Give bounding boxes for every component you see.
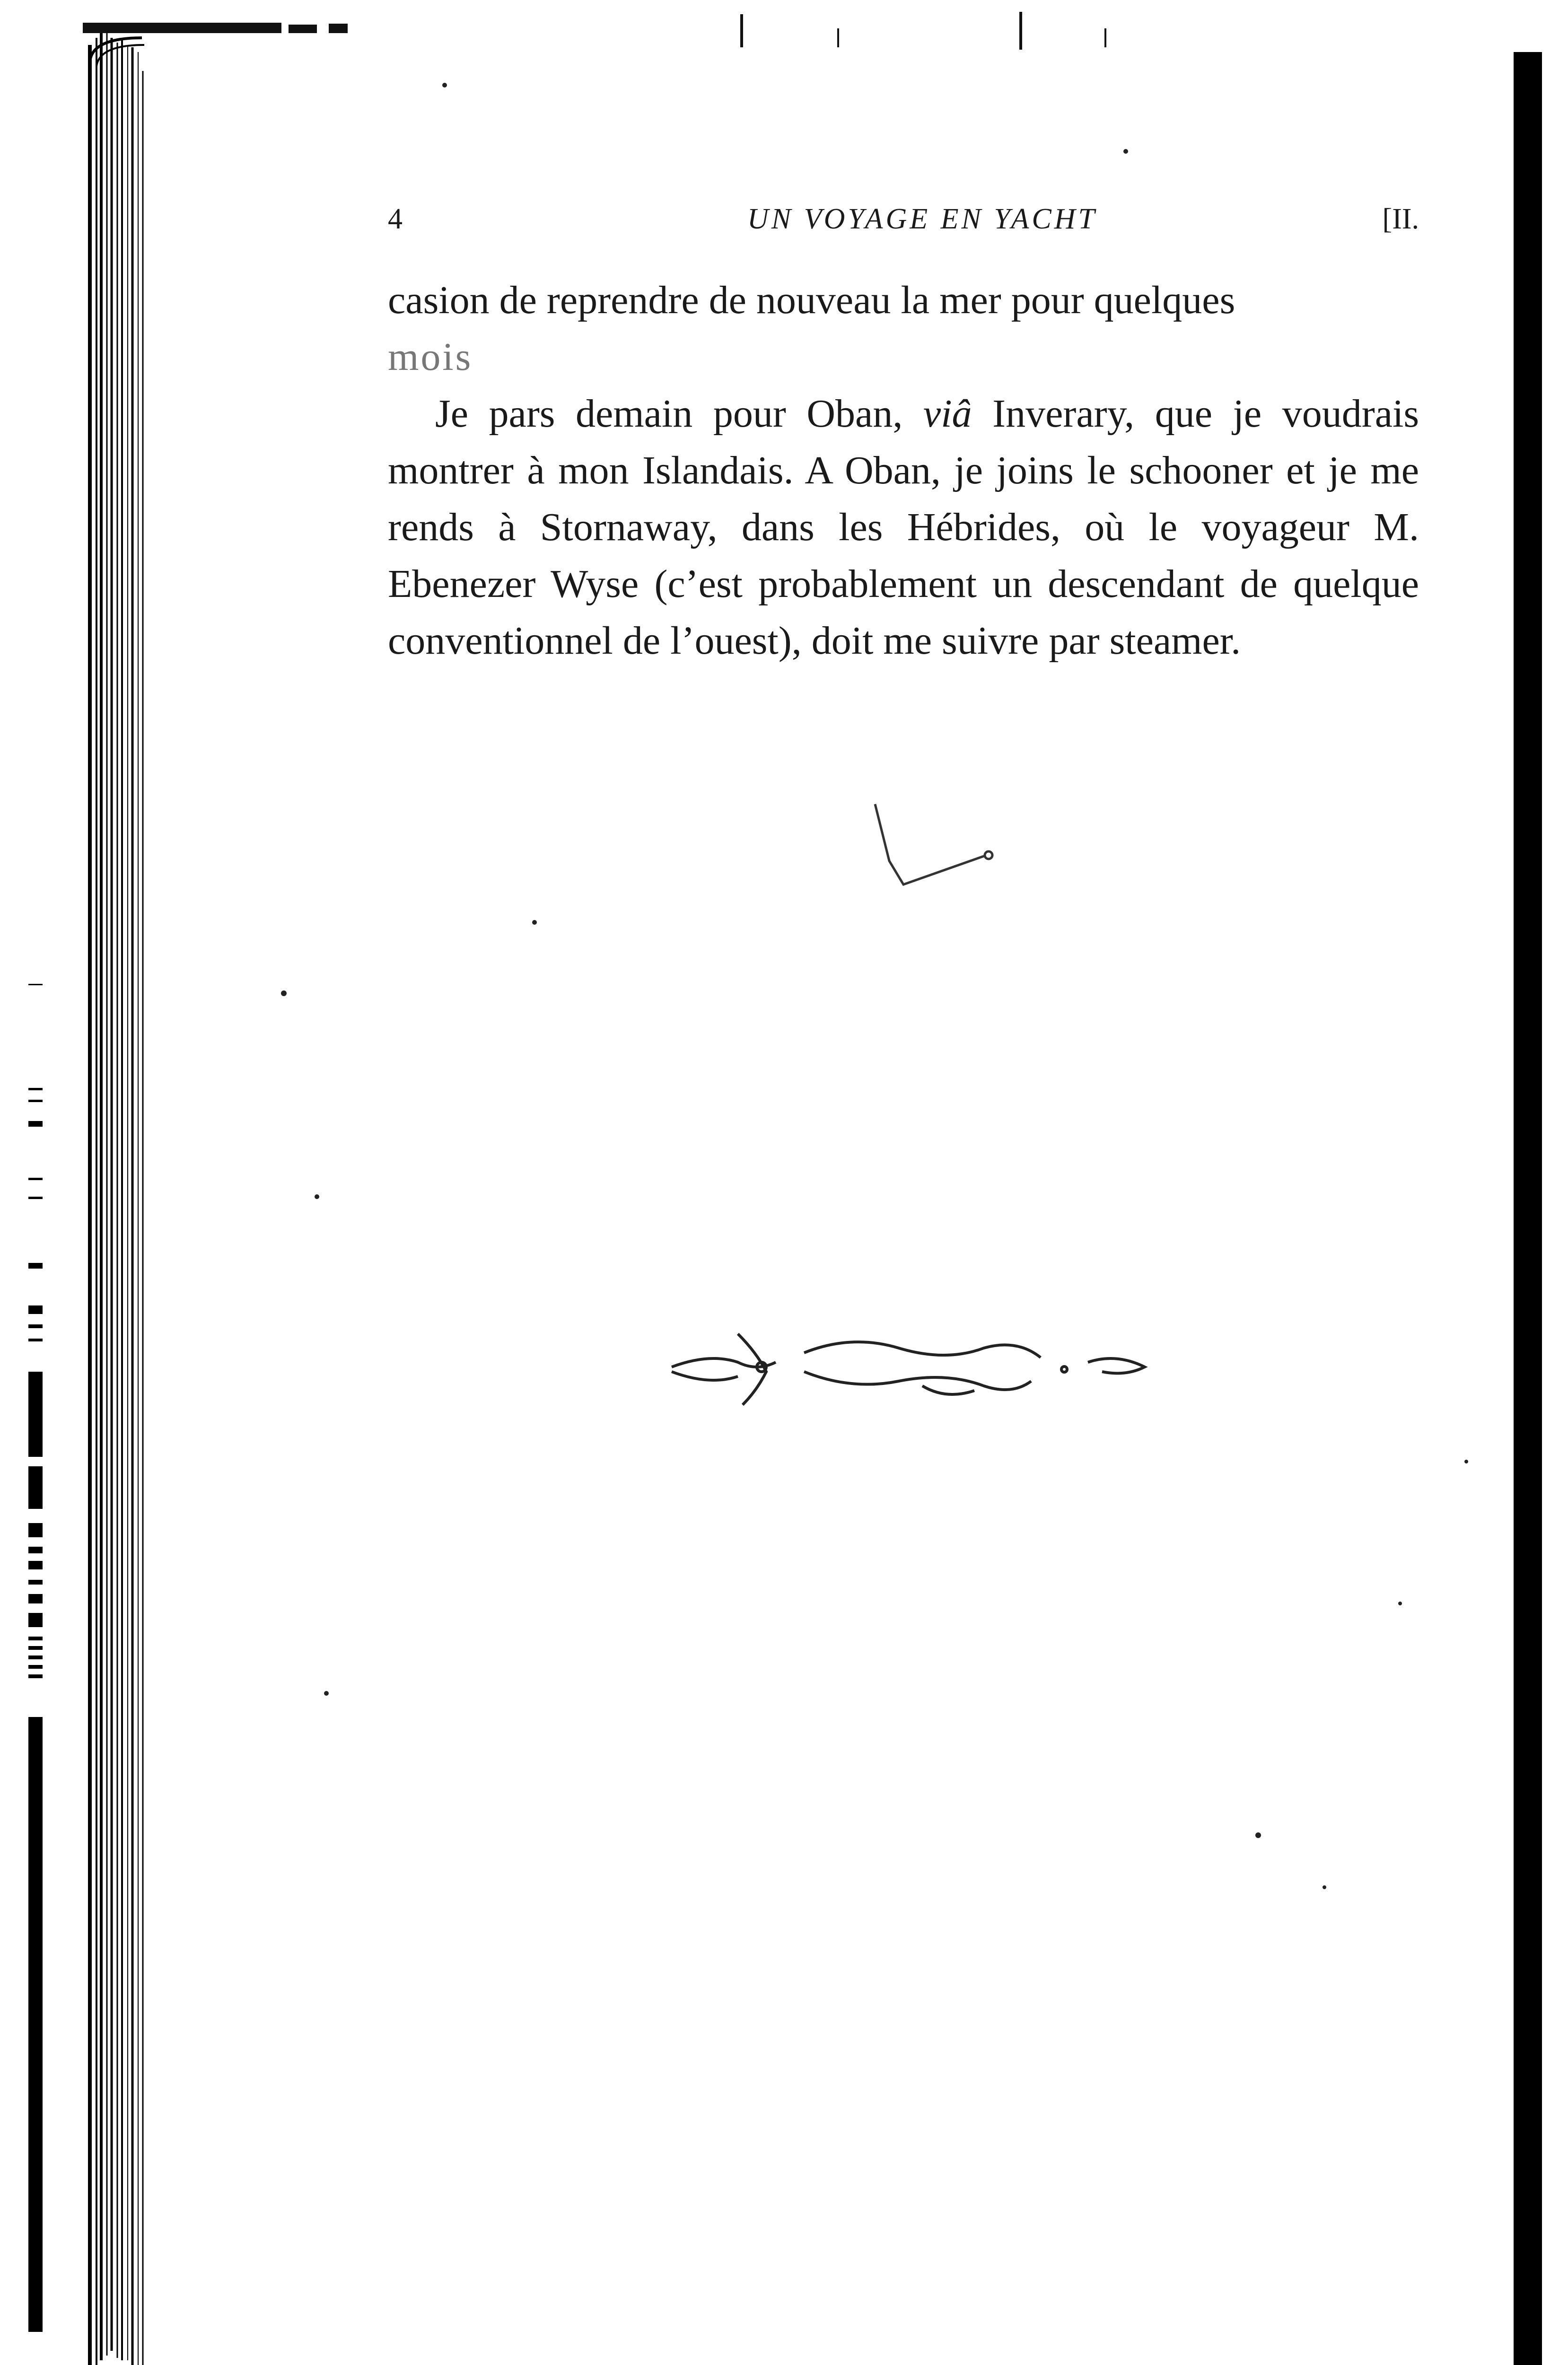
- paragraph-1-line-1: casion de reprendre de nouveau la mer pour quelques: [388, 278, 1235, 322]
- paragraph-2-text-rest: Inverary, que je voudrais montrer à mon Islandais. A Oban, je joins le schooner et je me rends à Stornaway, dans les Hébrides, où le voyageur M. Ebenezer Wyse (c’est probablement un descendant de quelque conventionnel de l’ouest), doit me suivre par steamer.: [388, 392, 1419, 663]
- paragraph-2: [388, 385, 1419, 669]
- right-edge-bar: [1514, 52, 1542, 2365]
- binding-edge: [90, 33, 144, 2365]
- ornament: [672, 1334, 1145, 1405]
- left-edge-marks: [28, 984, 43, 2332]
- paragraph-1-line-2: mois: [388, 335, 473, 379]
- running-header: [388, 198, 1419, 240]
- paragraph-2-italic-word: viâ: [923, 392, 972, 436]
- paragraph-1: [388, 272, 1419, 385]
- chapter-marker: [II.: [1382, 203, 1419, 235]
- pencil-mark: [875, 804, 992, 885]
- paragraph-2-text-start: Je pars demain pour Oban,: [435, 392, 923, 436]
- top-marks: [83, 12, 1106, 50]
- page-number: 4: [388, 203, 403, 235]
- running-title: UN VOYAGE EN YACHT: [747, 203, 1097, 235]
- body-text: [388, 272, 1419, 669]
